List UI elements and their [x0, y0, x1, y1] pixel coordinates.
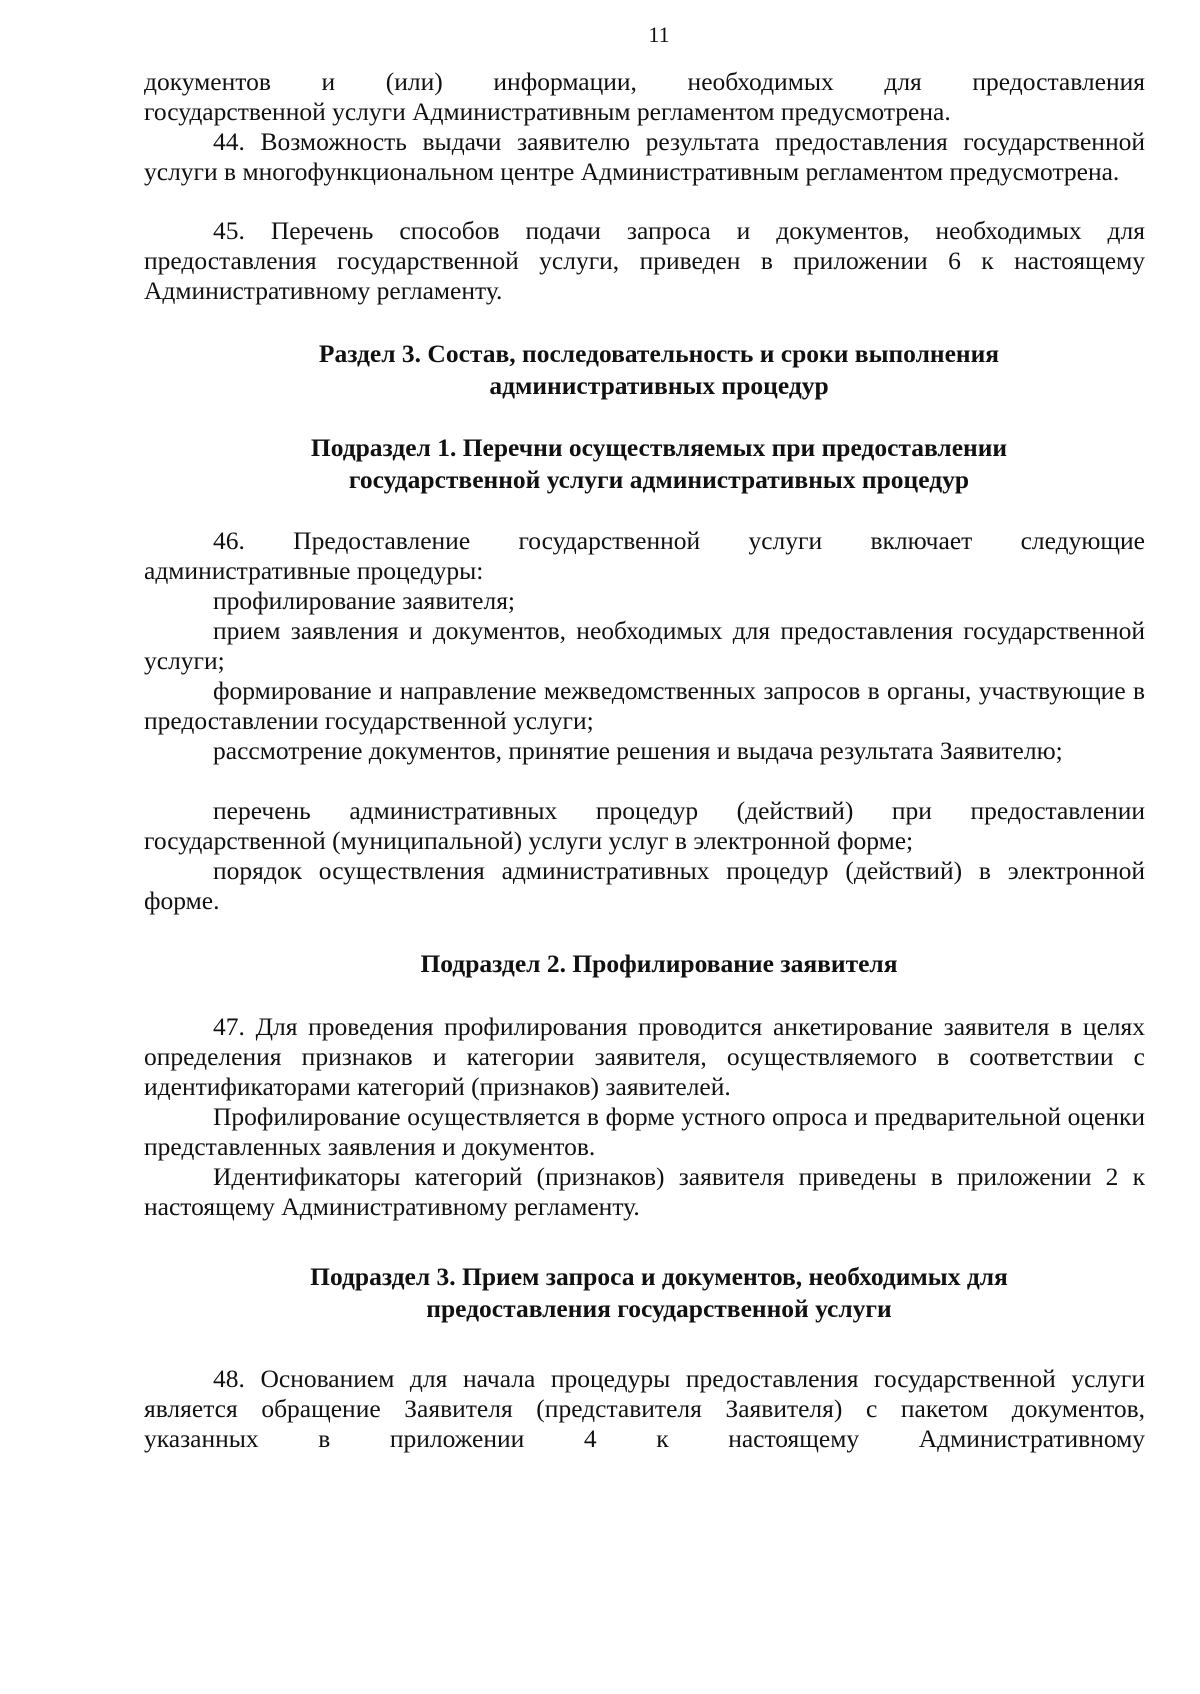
procedure-item-5: перечень административных процедур (действий) при предоставлении государственной (муниципальной) услуги услуг в электронной форме; — [144, 796, 1145, 855]
paragraph-44: 44. Возможность выдачи заявителю результата предоставления государственной услуги в многофункциональном центре Административным регламентом предусмотрена. — [144, 127, 1145, 186]
profiling-form-paragraph: Профилирование осуществляется в форме устного опроса и предварительной оценки представленных заявления и документов. — [144, 1102, 1145, 1161]
procedure-item-6: порядок осуществления административных процедур (действий) в электронной форме. — [144, 856, 1145, 915]
subsection-3-heading — [0, 1261, 1200, 1325]
identifiers-paragraph: Идентификаторы категорий (признаков) заявителя приведены в приложении 2 к настоящему Административному регламенту. — [144, 1162, 1145, 1221]
subsection-3-heading-line-2: предоставления государственной услуги — [426, 1294, 892, 1323]
paragraph-45: 45. Перечень способов подачи запроса и документов, необходимых для предоставления государственной услуги, приведен в приложении 6 к настоящему Административному регламенту. — [144, 216, 1145, 305]
page-number: 11 — [648, 22, 670, 47]
section-3-heading — [0, 338, 1200, 402]
paragraph-46: 46. Предоставление государственной услуги включает следующие административные процедуры: — [144, 526, 1145, 585]
paragraph-47: 47. Для проведения профилирования проводится анкетирование заявителя в целях определения признаков и категории заявителя, осуществляемого в соответствии с идентификаторами категорий (признаков) заявителей. — [144, 1012, 1145, 1101]
intro-line-2: государственной услуги Административным регламентом предусмотрена. — [144, 97, 951, 126]
section-3-heading-line-2: административных процедур — [489, 371, 829, 400]
subsection-1-heading-line-1: Подраздел 1. Перечни осуществляемых при предоставлении — [310, 433, 1008, 462]
subsection-1-heading-line-2: государственной услуги административных процедур — [348, 465, 970, 494]
subsection-1-heading — [0, 432, 1200, 496]
paragraph-48: 48. Основанием для начала процедуры предоставления государственной услуги является обращение Заявителя (представителя Заявителя) с пакетом документов, указанных в приложении 4 к настоящему Административному — [144, 1364, 1145, 1453]
section-3-heading-line-1: Раздел 3. Состав, последовательность и сроки выполнения — [318, 339, 1000, 368]
procedure-item-4: рассмотрение документов, принятие решения и выдача результата Заявителю; — [213, 736, 1063, 765]
procedure-item-3: формирование и направление межведомственных запросов в органы, участвующие в предоставлении государственной услуги; — [144, 676, 1145, 735]
subsection-2-heading: Подраздел 2. Профилирование заявителя — [420, 949, 898, 978]
procedure-item-1: профилирование заявителя; — [213, 586, 516, 615]
procedure-item-2: прием заявления и документов, необходимых для предоставления государственной услуги; — [144, 616, 1145, 675]
subsection-3-heading-line-1: Подраздел 3. Прием запроса и документов, необходимых для — [310, 1262, 1008, 1291]
intro-line-1: документов и (или) информации, необходимых для предоставления — [144, 67, 1145, 96]
